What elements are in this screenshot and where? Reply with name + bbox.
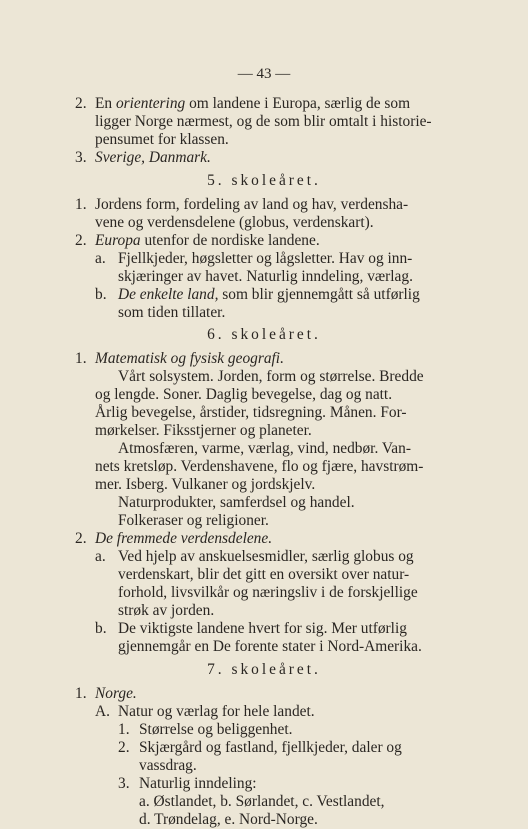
text-line: Vårt solsystem. Jorden, form og størrelse. Bredde — [118, 368, 424, 385]
item-letter: a. — [95, 548, 106, 565]
text-line: nets kretsløp. Verdenshavene, flo og fjære, havstrøm- — [95, 458, 424, 475]
text-line: Naturprodukter, samferdsel og handel. — [118, 494, 355, 511]
text-line: De fremmede verdensdelene. — [95, 530, 273, 547]
text-line: Størrelse og beliggenhet. — [139, 721, 293, 738]
text-line: a. Østlandet, b. Sørlandet, c. Vestlandet, — [139, 793, 385, 810]
text-line: Natur og værlag for hele landet. — [118, 703, 315, 720]
text-line: mørkelser. Fiksstjerner og planeter. — [95, 422, 312, 439]
text-line: Atmosfæren, varme, værlag, vind, nedbør. Van- — [118, 440, 411, 457]
text-line: Årlig bevegelse, årstider, tidsregning. Månen. For- — [95, 404, 407, 421]
text-line: Folkeraser og religioner. — [118, 512, 269, 529]
item-number: 2. — [75, 530, 87, 547]
item-number: 2. — [118, 739, 130, 756]
text-line: forhold, livsvilkår og næringsliv i de forskjellige — [118, 584, 418, 601]
text-line: Norge. — [95, 685, 137, 702]
text-line: d. Trøndelag, e. Nord-Norge. — [139, 811, 318, 828]
item-number: 1. — [75, 685, 87, 702]
item-number: 2. — [75, 232, 87, 249]
item-number: 1. — [118, 721, 130, 738]
section-heading: 6. skoleåret. — [207, 326, 321, 343]
text-line: Sverige, Danmark. — [95, 149, 211, 166]
text-line: ligger Norge nærmest, og de som blir omtalt i historie- — [95, 113, 432, 130]
page-number: — 43 — — [237, 66, 291, 82]
item-number: 2. — [75, 95, 87, 112]
text-line: Fjellkjeder, høgsletter og lågsletter. Hav og inn- — [118, 250, 413, 267]
text-line: Matematisk og fysisk geografi. — [95, 350, 284, 367]
text-line: En orientering om landene i Europa, særlig de som — [95, 95, 411, 112]
item-number: 1. — [75, 196, 87, 213]
text-line: vene og verdensdelene (globus, verdenskart). — [95, 214, 374, 231]
item-letter: A. — [95, 703, 110, 720]
text-line: Jordens form, fordeling av land og hav, verdensha- — [95, 196, 409, 213]
item-letter: b. — [95, 620, 107, 637]
text-line: pensumet for klassen. — [95, 131, 229, 148]
item-number: 1. — [75, 350, 87, 367]
text-line: Europa utenfor de nordiske landene. — [95, 232, 320, 249]
text-line: skjæringer av havet. Naturlig inndeling, værlag. — [118, 268, 413, 285]
text-line: verdenskart, blir det gitt en oversikt over natur- — [118, 566, 410, 583]
section-heading: 7. skoleåret. — [207, 661, 321, 678]
text-line: strøk av jorden. — [118, 602, 215, 619]
text-line: Naturlig inndeling: — [139, 775, 257, 792]
text-line: gjennemgår en De forente stater i Nord-Amerika. — [118, 638, 422, 655]
text-line: og lengde. Soner. Daglig bevegelse, dag og natt. — [95, 386, 393, 403]
section-heading: 5. skoleåret. — [207, 172, 321, 189]
item-number: 3. — [118, 775, 130, 792]
text-line: De viktigste landene hvert for sig. Mer utførlig — [118, 620, 407, 637]
text-line: Ved hjelp av anskuelsesmidler, særlig globus og — [118, 548, 414, 565]
item-number: 3. — [75, 149, 87, 166]
text-line: vassdrag. — [139, 757, 197, 774]
text-line: mer. Isberg. Vulkaner og jordskjelv. — [95, 476, 316, 493]
text-line: Skjærgård og fastland, fjellkjeder, daler og — [139, 739, 402, 756]
text-line: som tiden tillater. — [118, 304, 226, 321]
text-line: De enkelte land, som blir gjennemgått så utførlig — [118, 286, 420, 303]
item-letter: a. — [95, 250, 106, 267]
item-letter: b. — [95, 286, 107, 303]
